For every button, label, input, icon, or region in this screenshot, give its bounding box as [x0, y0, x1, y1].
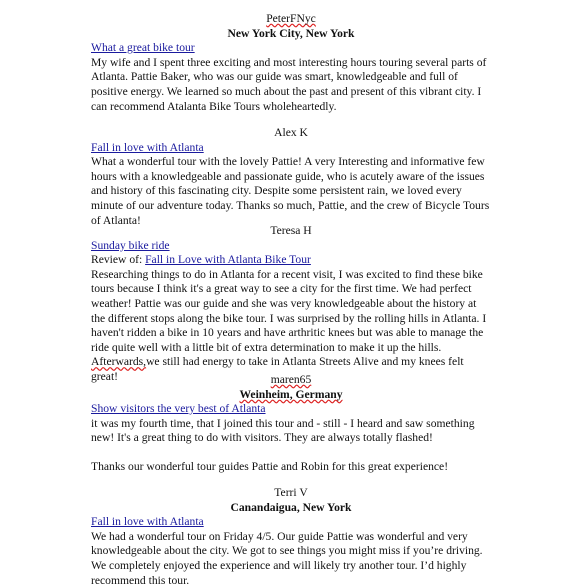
review-body: We had a wonderful tour on Friday 4/5. Our guide Pattie was wonderful and very knowledgeable about the city. We got to see things you might miss if you’re driving. We completely enjoyed the experience and will likely try another tour. I’d highly recommend this tour.: [91, 529, 483, 587]
review-body-text: Researching things to do in Atlanta for a recent visit, I was excited to find these bike tours because I think it's a great way to see a city for the first time. We had perfect weather! Pattie was our guide and she was very knowledgeable about the history at the different stops along the bike tour. I was surprised by the rolling hills in Atlanta. I haven't ridden a bike in 10 years and have arthritic knees but was able to manage the ride quite well with a little bit of extra determination to make it up the hills.: [91, 267, 487, 354]
review-body-paragraph: it was my fourth time, that I joined this tour and - still - I heard and saw something new! It's a great thing to do with visitors. They are always totally flashed!: [91, 416, 475, 445]
review-body: [91, 268, 491, 385]
review-author-name: PeterFNyc: [266, 12, 316, 25]
review-title-link[interactable]: Show visitors the very best of Atlanta: [91, 402, 266, 416]
review-item: [91, 126, 491, 228]
review-author: Teresa H: [270, 224, 312, 237]
review-item: [91, 224, 491, 385]
review-item: [91, 373, 491, 475]
review-of-line: [91, 253, 491, 268]
review-location: Canandaigua, New York: [230, 500, 352, 514]
review-author: [91, 373, 491, 388]
review-body-flagged-word: Afterwards,: [91, 355, 147, 369]
review-author-name: maren65: [270, 373, 312, 386]
review-body: What a wonderful tour with the lovely Pattie! A very Interesting and informative few hours with a knowledgeable and passionate guide, who is acutely aware of the issues and history of this fascinating city. Despite some persistent rain, we loved every minute of our adventure today. Thanks so much, Pattie, and the crew of Bicycle Tours of Atlanta!: [91, 155, 490, 227]
review-title-link[interactable]: Sunday bike ride: [91, 238, 170, 252]
review-location: [91, 388, 491, 403]
review-of-link[interactable]: Fall in Love with Atlanta Bike Tour: [145, 253, 311, 267]
review-author: Terri V: [274, 486, 308, 499]
review-author: Alex K: [274, 126, 308, 139]
review-title-link[interactable]: Fall in love with Atlanta: [91, 140, 204, 154]
review-body-paragraph: Thanks our wonderful tour guides Pattie and Robin for this great experience!: [91, 459, 449, 473]
review-location: New York City, New York: [227, 26, 355, 40]
review-item: [91, 486, 491, 588]
review-title-link[interactable]: What a great bike tour: [91, 41, 195, 55]
review-title-link[interactable]: Fall in love with Atlanta: [91, 515, 204, 529]
review-location-city: Weinheim, Germany: [239, 387, 343, 401]
review-of-label: Review of:: [91, 253, 143, 267]
review-body: My wife and I spent three exciting and most interesting hours touring several parts of Atlanta. Pattie Baker, who was our guide was smart, knowledgeable and full of positive energy. We learned so much about the past and present of this vibrant city. I can recommend Atalanta Bike Tours wholeheartedly.: [91, 55, 487, 113]
review-body-tail: we still had energy to take in Atlanta Streets Alive and my knees felt great!: [91, 355, 464, 383]
review-author: [91, 12, 491, 27]
review-item: [91, 12, 491, 114]
review-body: [91, 417, 491, 475]
